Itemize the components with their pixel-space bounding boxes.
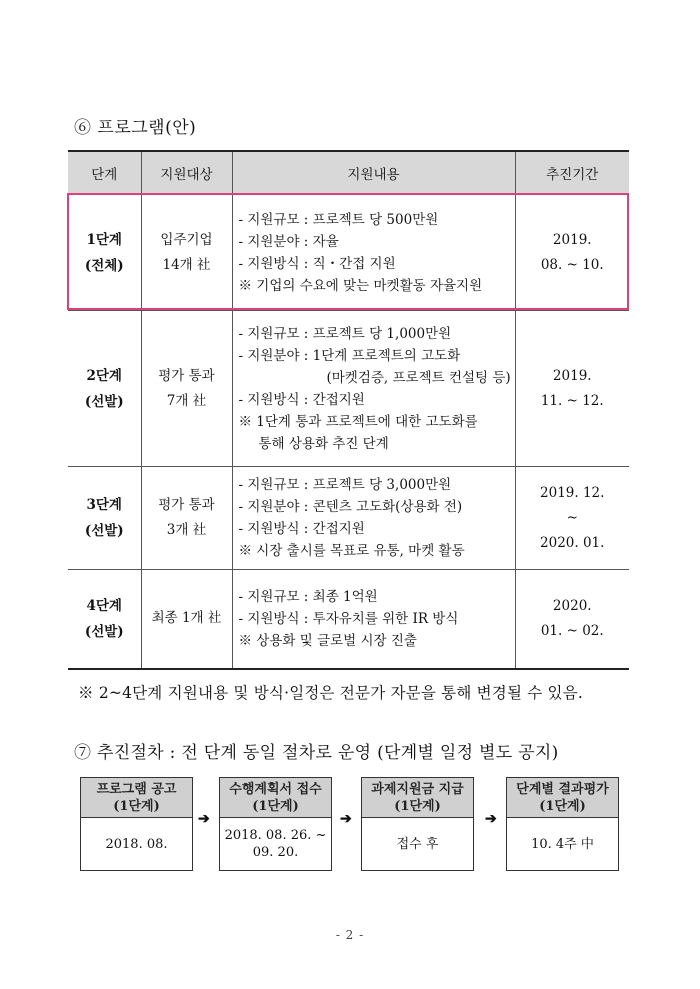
period-line: 2019. [552, 231, 592, 248]
step-title: 단계별 결과평가 [516, 782, 609, 797]
table-row-stage-4 [68, 570, 629, 669]
content-line: - 지원방식 : 간접지원 [238, 391, 365, 408]
content-line: ※ 상용화 및 글로벌 시장 진출 [238, 632, 417, 649]
process-step-header [220, 778, 331, 818]
stage-label: 1단계 [86, 231, 122, 248]
process-step-header [507, 778, 618, 818]
content-line: - 지원방식 : 간접지원 [238, 521, 365, 537]
stage-cell [68, 467, 141, 570]
period-cell [515, 467, 629, 570]
step-value: 2018. 08. 26. ~ [224, 828, 327, 843]
process-step-header [362, 778, 473, 818]
step-title: 프로그램 공고 [96, 782, 177, 797]
period-cell [515, 195, 629, 311]
period-line: 2020. 01. [540, 534, 605, 551]
content-line: - 지원규모 : 프로젝트 당 3,000만원 [238, 477, 452, 493]
target-line: 평가 통과 [158, 497, 215, 513]
stage-type: (전체) [84, 257, 124, 274]
arrow-right-icon: ➔ [198, 811, 210, 827]
content-line: - 지원방식 : 직・간접 지원 [238, 255, 396, 272]
stage-type: (선발) [84, 623, 124, 640]
step-subtitle: (1단계) [252, 799, 299, 814]
step-value: 2018. 08. [105, 836, 168, 852]
content-line: (마켓검증, 프로젝트 컨설팅 등) [326, 369, 511, 386]
content-line: - 지원규모 : 프로젝트 당 1,000만원 [238, 325, 452, 342]
period-cell [515, 570, 629, 669]
process-step-plan-submission [219, 777, 332, 871]
table-header-row [68, 151, 629, 195]
content-cell [232, 195, 515, 311]
period-line: 01. ~ 02. [540, 622, 604, 639]
header-period: 추진기간 [515, 151, 629, 195]
step-value: 10. 4주 中 [531, 836, 594, 852]
stage-cell [68, 570, 141, 669]
header-stage: 단계 [68, 151, 141, 195]
stage-label: 3단계 [86, 497, 122, 513]
period-line: ~ [566, 509, 578, 526]
content-cell [232, 467, 515, 570]
content-line: ※ 1단계 통과 프로젝트에 대한 고도화를 [238, 413, 478, 430]
step-title: 과제지원금 지급 [371, 782, 464, 797]
process-step-body [362, 818, 473, 870]
schedule-note: ※ 2~4단계 지원내용 및 방식·일정은 전문가 자문을 통해 변경될 수 있음. [78, 684, 584, 702]
table-row-stage-1 [68, 195, 629, 311]
content-line: - 지원방식 : 투자유치를 위한 IR 방식 [238, 610, 459, 627]
content-line: - 지원규모 : 최종 1억원 [238, 588, 378, 605]
process-step-result-evaluation [506, 777, 619, 871]
target-line: 14개 社 [162, 256, 211, 273]
section-6-title: ⑥ 프로그램(안) [74, 118, 197, 138]
target-cell [141, 570, 232, 669]
target-line: 7개 社 [166, 392, 207, 409]
stage-type: (선발) [84, 523, 124, 539]
page-number: - 2 - [335, 928, 365, 942]
content-line: - 지원분야 : 자율 [238, 233, 339, 250]
process-step-body [81, 818, 192, 870]
header-target: 지원대상 [141, 151, 232, 195]
process-step-announcement [80, 777, 193, 871]
stage-type: (선발) [84, 393, 124, 410]
arrow-right-icon: ➔ [340, 811, 352, 827]
step-subtitle: (1단계) [539, 799, 586, 814]
target-line: 3개 社 [166, 522, 207, 538]
program-table [68, 150, 629, 670]
table-row-stage-2 [68, 311, 629, 467]
process-step-header [81, 778, 192, 818]
content-line: 통해 상용화 추진 단계 [258, 435, 389, 452]
step-value: 접수 후 [396, 836, 439, 852]
content-cell [232, 570, 515, 669]
period-line: 2020. [552, 597, 592, 614]
period-line: 2019. 12. [540, 484, 605, 501]
stage-cell [68, 195, 141, 311]
content-line: ※ 시장 출시를 목표로 유통, 마켓 활동 [238, 543, 465, 559]
period-cell [515, 311, 629, 467]
target-line: 평가 통과 [158, 367, 215, 384]
period-line: 2019. [552, 367, 592, 384]
target-line: 최종 1개 社 [151, 610, 222, 627]
step-subtitle: (1단계) [113, 799, 160, 814]
process-step-body [220, 818, 331, 870]
step-title: 수행계획서 접수 [229, 782, 322, 797]
process-step-grant-payment [361, 777, 474, 871]
content-line: - 지원분야 : 1단계 프로젝트의 고도화 [238, 347, 461, 364]
period-line: 11. ~ 12. [540, 392, 604, 409]
header-content: 지원내용 [232, 151, 515, 195]
content-cell [232, 311, 515, 467]
period-line: 08. ~ 10. [540, 256, 604, 273]
content-line: - 지원분야 : 콘텐츠 고도화(상용화 전) [238, 499, 463, 515]
section-7-title: ⑦ 추진절차 : 전 단계 동일 절차로 운영 (단계별 일정 별도 공지) [74, 743, 559, 763]
stage-label: 4단계 [86, 597, 122, 614]
step-subtitle: (1단계) [394, 799, 441, 814]
target-line: 입주기업 [160, 231, 213, 248]
target-cell [141, 195, 232, 311]
table-row-stage-3 [68, 467, 629, 570]
stage-label: 2단계 [86, 367, 122, 384]
arrow-right-icon: ➔ [485, 811, 497, 827]
process-step-body [507, 818, 618, 870]
step-value: 09. 20. [252, 845, 299, 860]
content-line: - 지원규모 : 프로젝트 당 500만원 [238, 211, 439, 228]
target-cell [141, 467, 232, 570]
target-cell [141, 311, 232, 467]
stage-cell [68, 311, 141, 467]
content-line: ※ 기업의 수요에 맞는 마켓활동 자율지원 [238, 277, 483, 294]
